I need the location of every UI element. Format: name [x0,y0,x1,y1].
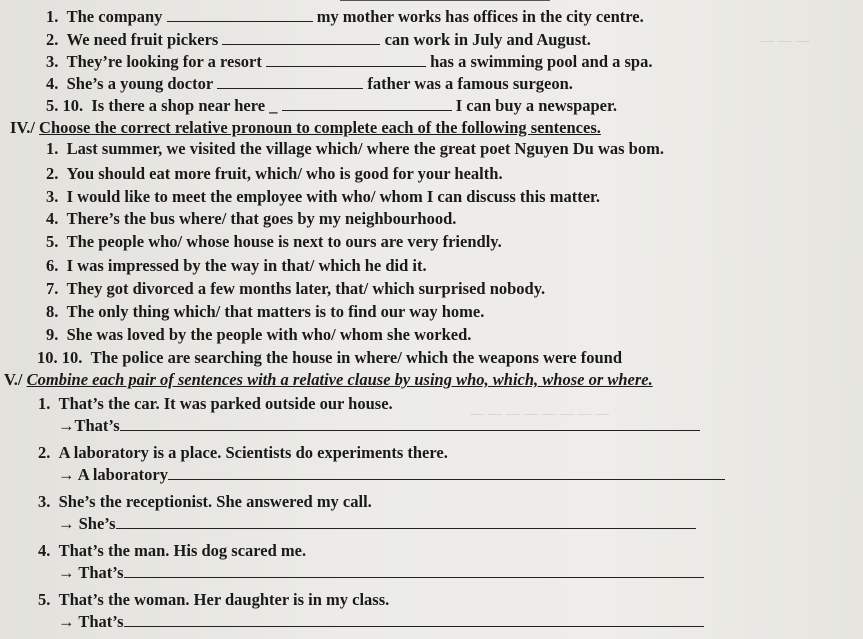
section5-item [38,541,306,561]
sentence-end: is good for your health. [335,164,503,183]
section4-item [46,256,427,276]
section4-item [46,302,484,322]
answer-blank[interactable] [116,514,696,529]
section4-item [46,164,503,184]
pronoun-options[interactable]: who/ whom [341,187,423,206]
source-sentences: That’s the car. It was parked outside our house. [58,394,393,413]
item-number: 4. [46,209,59,228]
item-number: 3. [46,187,59,206]
sentence-start: Last summer, we visited the village [66,139,316,158]
section5-item [38,590,389,610]
sentence-end: the weapons were found [448,348,623,367]
sentence-start: The only thing [66,302,174,321]
answer-line [58,612,704,632]
pronoun-options[interactable]: that/ which [281,256,361,275]
s3-item-1: 1. The company my mother works has offices in the city centre. [46,7,644,26]
pronoun-options[interactable]: where/ which [354,348,449,367]
sentence-start: I was impressed by the way in [66,256,282,275]
answer-line [58,416,700,436]
answer-line [58,514,696,534]
sentence-end: house is next to ours are very friendly. [229,232,502,251]
answer-line [58,465,725,485]
sentence-end: matters is to find our way home. [252,302,485,321]
source-sentences: That’s the woman. Her daughter is in my class. [58,590,390,609]
arrow-answer-prefix: →That’s [58,416,120,435]
answer-blank[interactable] [217,74,363,89]
pronoun-options[interactable]: which/ where [315,139,410,158]
answer-blank[interactable] [167,7,313,22]
arrow-answer-prefix: → That’s [58,563,124,582]
sentence-start: The people [66,232,149,251]
answer-line [58,563,704,583]
s3-item-2: 2. We need fruit pickers can work in July and August. [46,30,591,49]
s3-item-3: 3. They’re looking for a resort has a swimming pool and a spa. [46,52,653,71]
sentence-end: she worked. [382,325,472,344]
section4-item [46,232,502,252]
pronoun-options[interactable]: which/ who [255,164,336,183]
answer-blank[interactable] [124,563,704,578]
pronoun-options[interactable]: that/ which [335,279,415,298]
item-number: 2. [46,164,59,183]
item-number: 5. [38,590,51,609]
source-sentences: That’s the man. His dog scared me. [58,541,307,560]
sentence-end: I can discuss this matter. [422,187,600,206]
sentence-end: goes by my neighbourhood. [258,209,457,228]
arrow-answer-prefix: → That’s [58,612,124,631]
sentence-start: They got divorced a few months later, [66,279,336,298]
source-sentences: She’s the receptionist. She answered my call. [58,492,372,511]
item-number: 5. [46,232,59,251]
s3-item-5: 5. 10. Is there a shop near here _ I can buy a newspaper. [46,96,617,115]
sentence-end: he did it. [360,256,427,275]
item-number: 1. [46,139,59,158]
worksheet-page: — — — — — — — — — — — 1. The company my mother works has offices in the city centre. 2. We need fruit pickers can work in July and August. 3. They’re looking for a resort has a swimming pool and a spa. 4. She’s a young doctor father was a famous surgeon. 5. 10. Is there a shop near here _ I can buy a newspaper. IV./ Choose the correct relative pronoun to complete each of the following sentences. 1. Last summer, we visited the village which/ where the great poet Nguyen Du was bom. 2. You should eat more fruit, which/ who is good for your health. 3. I would like to meet the employee with who/ whom I can discuss this matter. 4. There’s the bus where/ that goes by my neighbourhood. 5. The people who/ whose house is next to ours are very friendly. 6. I was impressed by the way in that/ which he did it. 7. They got divorced a few months later, that/ which surprised nobody. 8. The only thing which/ that matters is to find our way home. 9. She was loved by the people with who/ whom she worked. 10. 10. The police are searching the house in where/ which the weapons were found V./ Combine each pair of sentences with a relative clause by using who, which, whose or where. 1. That’s the car. It was parked outside our house. →That’s 2. A laboratory is a place. Scientists do experiments there. → A laboratory 3. She’s the receptionist. She answered my call. → She’s 4. That’s the man. His dog scared me. → That’s 5. That’s the woman. Her daughter is in my class. → That’s [0,0,863,639]
pronoun-options[interactable]: who/ whose [148,232,230,251]
item-number: 1. [38,394,51,413]
pronoun-options[interactable]: who/ whom [301,325,383,344]
s3-item-4: 4. She’s a young doctor father was a famous surgeon. [46,74,573,93]
sentence-end: surprised nobody. [414,279,546,298]
section4-heading: IV./ Choose the correct relative pronoun to complete each of the following sentences. [10,118,601,137]
item-number: 2. [38,443,51,462]
sentence-start: You should eat more fruit, [66,164,256,183]
pronoun-options[interactable]: which/ that [173,302,253,321]
section4-item [37,348,622,368]
section4-item [46,187,600,207]
answer-blank[interactable] [168,465,725,480]
item-number: 10. 10. [37,348,83,367]
arrow-answer-prefix: → She’s [58,514,116,533]
source-sentences: A laboratory is a place. Scientists do experiments there. [58,443,448,462]
section5-item [38,394,393,414]
answer-blank[interactable] [120,416,700,431]
answer-blank[interactable] [282,96,452,111]
item-number: 9. [46,325,59,344]
item-number: 3. [38,492,51,511]
item-number: 8. [46,302,59,321]
section5-item [38,492,372,512]
section5-item [38,443,448,463]
pronoun-options[interactable]: where/ that [178,209,259,228]
answer-blank[interactable] [266,52,426,67]
section4-item [46,209,456,229]
sentence-start: The police are searching the house in [90,348,355,367]
sentence-end: the great poet Nguyen Du was bom. [409,139,664,158]
sentence-start: There’s the bus [66,209,179,228]
item-number: 6. [46,256,59,275]
section4-item [46,325,471,345]
sentence-start: I would like to meet the employee with [66,187,342,206]
arrow-answer-prefix: → A laboratory [58,465,168,484]
answer-blank[interactable] [222,30,380,45]
section4-item [46,139,664,159]
section5-heading: V./ Combine each pair of sentences with a relative clause by using who, which, whose or where. [4,370,653,389]
item-number: 4. [38,541,51,560]
sentence-start: She was loved by the people with [66,325,302,344]
section4-item [46,279,545,299]
item-number: 7. [46,279,59,298]
answer-blank[interactable] [124,612,704,627]
top-rule [340,0,550,1]
